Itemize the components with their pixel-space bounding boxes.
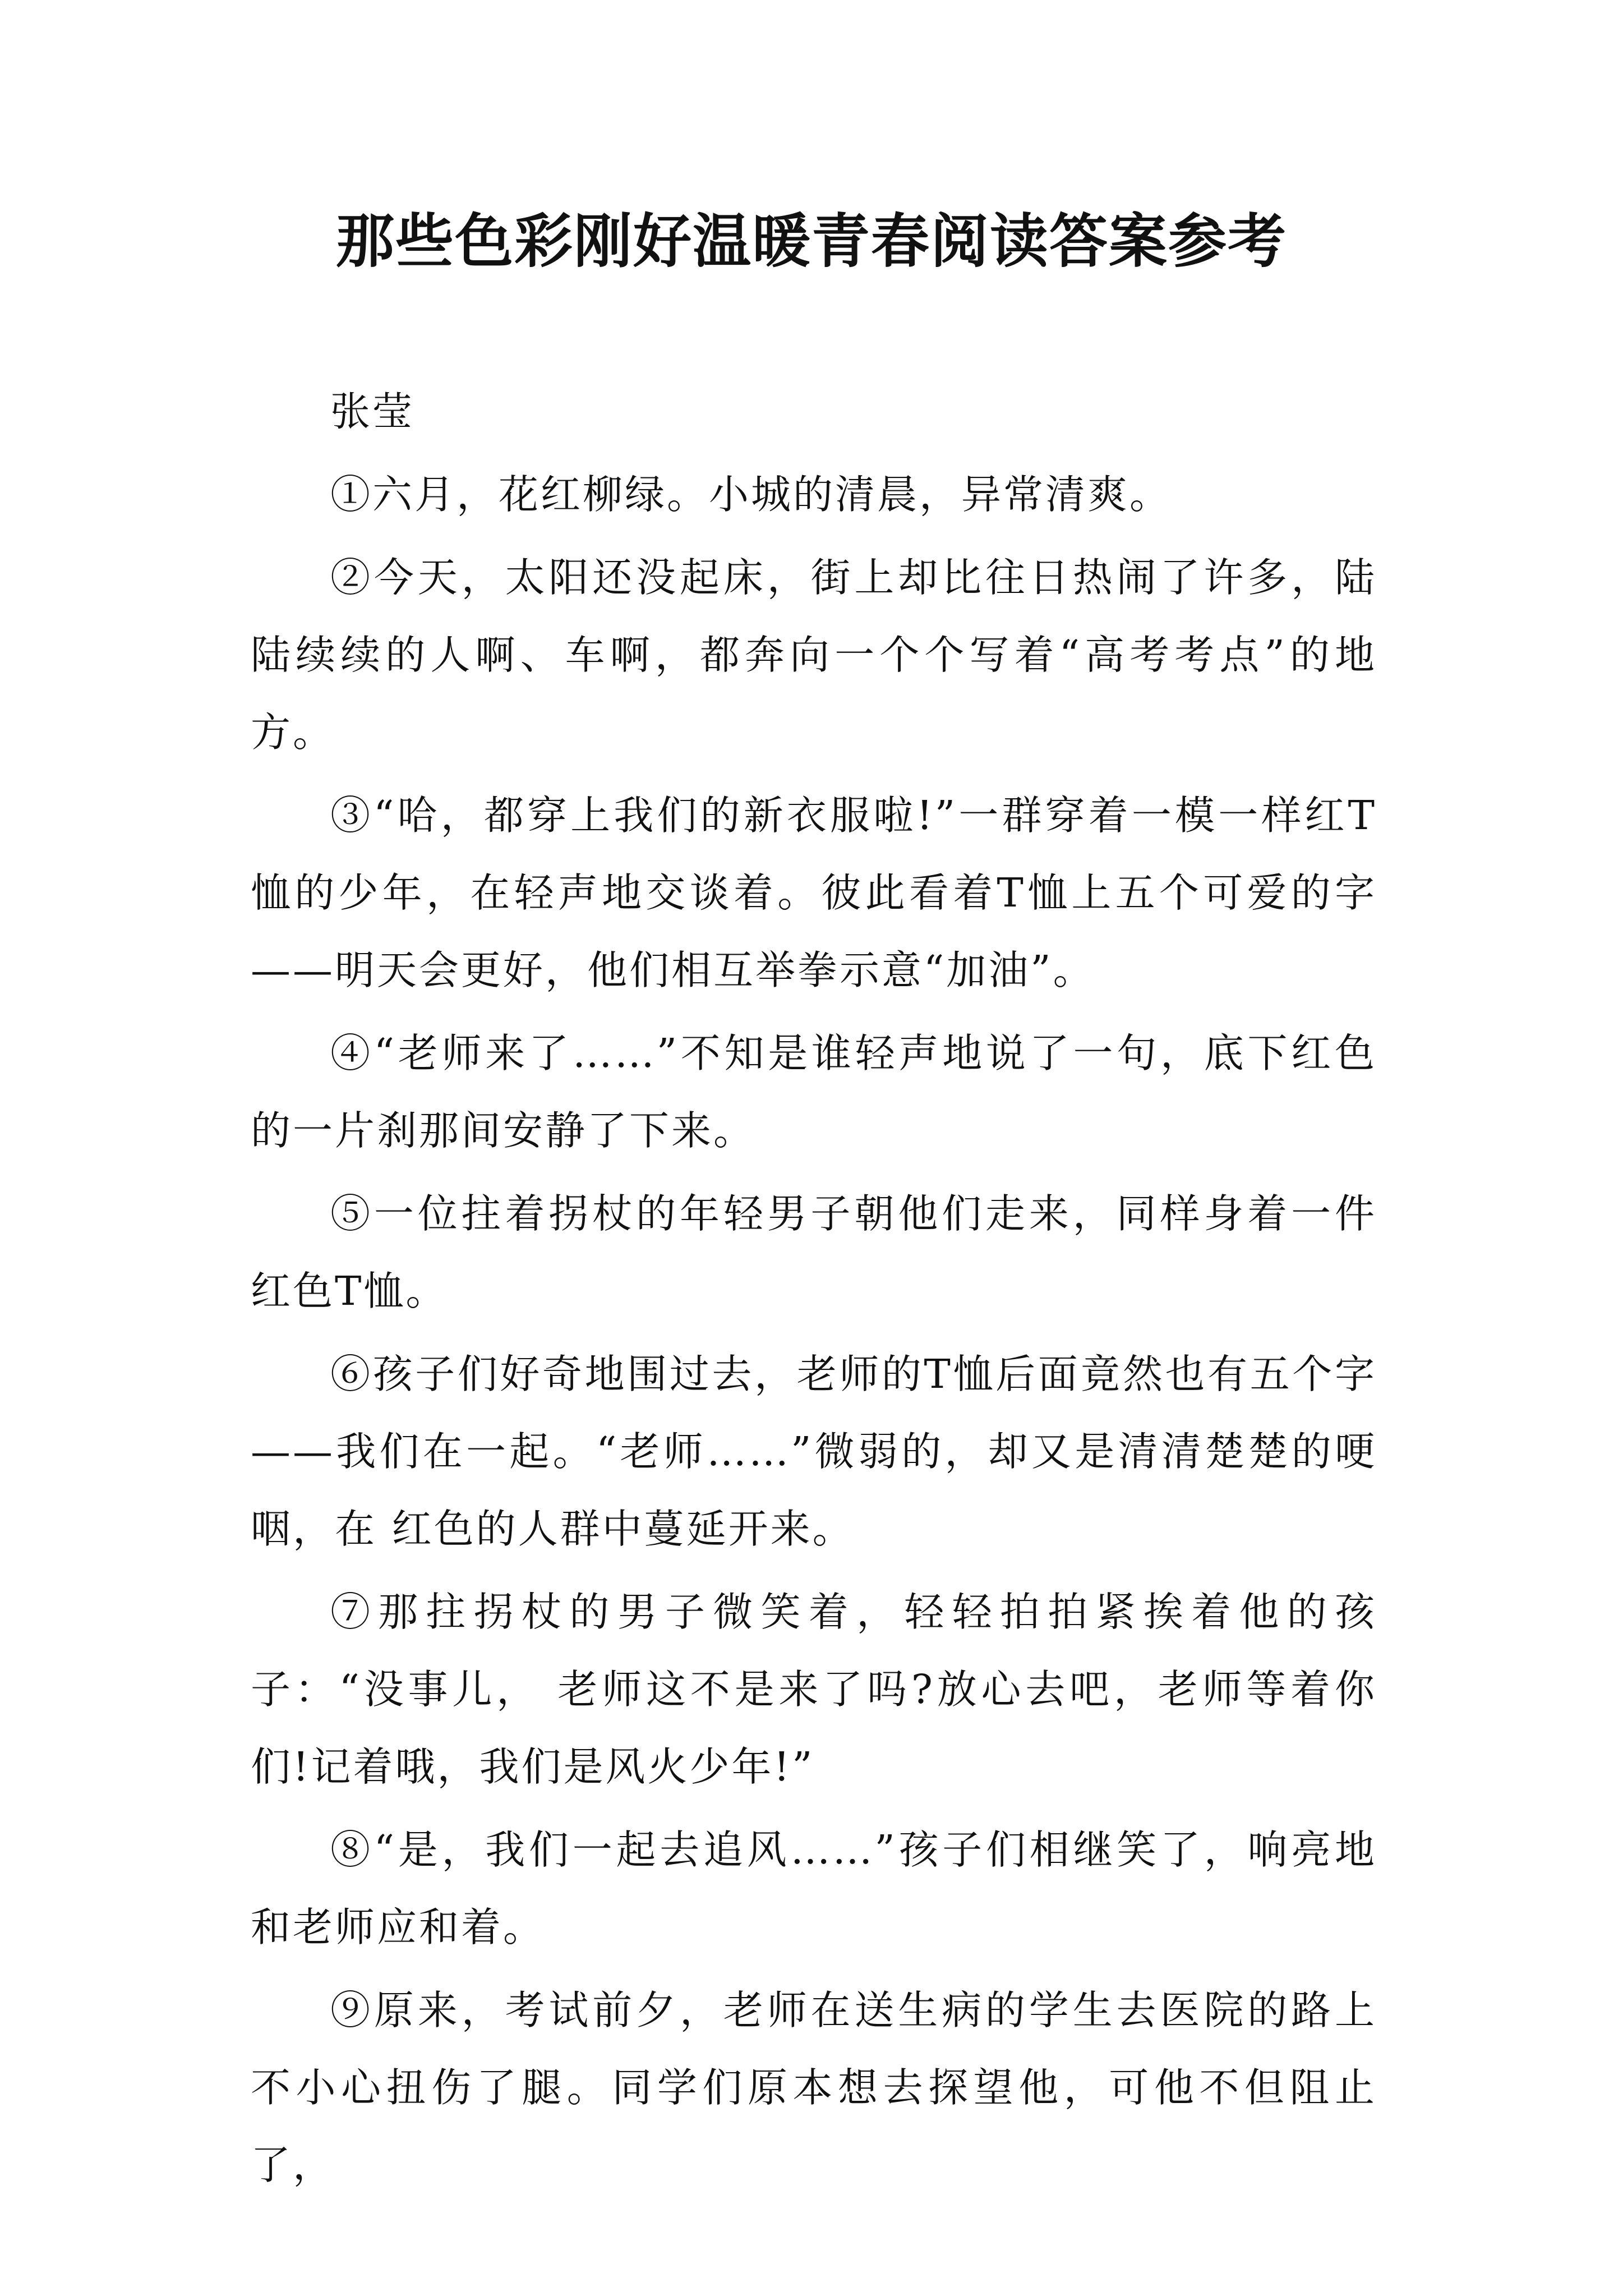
document-title: 那些色彩刚好温暖青春阅读答案参考 <box>335 207 1287 275</box>
paragraph-7: ⑦那拄拐杖的男子微笑着，轻轻拍拍紧挨着他的孩子：“没事儿， 老师这不是来了吗?放心去吧，老师等着你们!记着哦，我们是风火少年!” <box>251 1589 1377 1790</box>
paragraph-8: ⑧“是，我们一起去追风……”孩子们相继笑了，响亮地和老师应和着。 <box>251 1826 1377 1950</box>
paragraph-4: ④“老师来了……”不知是谁轻声地说了一句，底下红色的一片刹那间安静了下来。 <box>251 1030 1377 1154</box>
paragraph-9: ⑨原来，考试前夕，老师在送生病的学生去医院的路上不小心扭伤了腿。同学们原本想去探望他，可他不但阻止了， <box>251 1987 1377 2188</box>
paragraph-6: ⑥孩子们好奇地围过去，老师的T恤后面竟然也有五个字——我们在一起。“老师……”微弱的，却又是清清楚楚的哽咽，在 红色的人群中蔓延开来。 <box>251 1351 1377 1552</box>
paragraph-3: ③“哈，都穿上我们的新衣服啦!”一群穿着一模一样红T恤的少年，在轻声地交谈着。彼此看着T恤上五个可爱的字——明天会更好，他们相互举拳示意“加油”。 <box>251 792 1377 993</box>
paragraph-5: ⑤一位拄着拐杖的年轻男子朝他们走来，同样身着一件红色T恤。 <box>251 1190 1377 1314</box>
author-line: 张莹 <box>330 388 415 435</box>
paragraph-2: ②今天，太阳还没起床，街上却比往日热闹了许多，陆陆续续的人啊、车啊，都奔向一个个写着“高考考点”的地方。 <box>251 554 1377 756</box>
article-body <box>251 373 1377 2210</box>
paragraph-1: ①六月，花红柳绿。小城的清晨，异常清爽。 <box>330 471 1172 518</box>
